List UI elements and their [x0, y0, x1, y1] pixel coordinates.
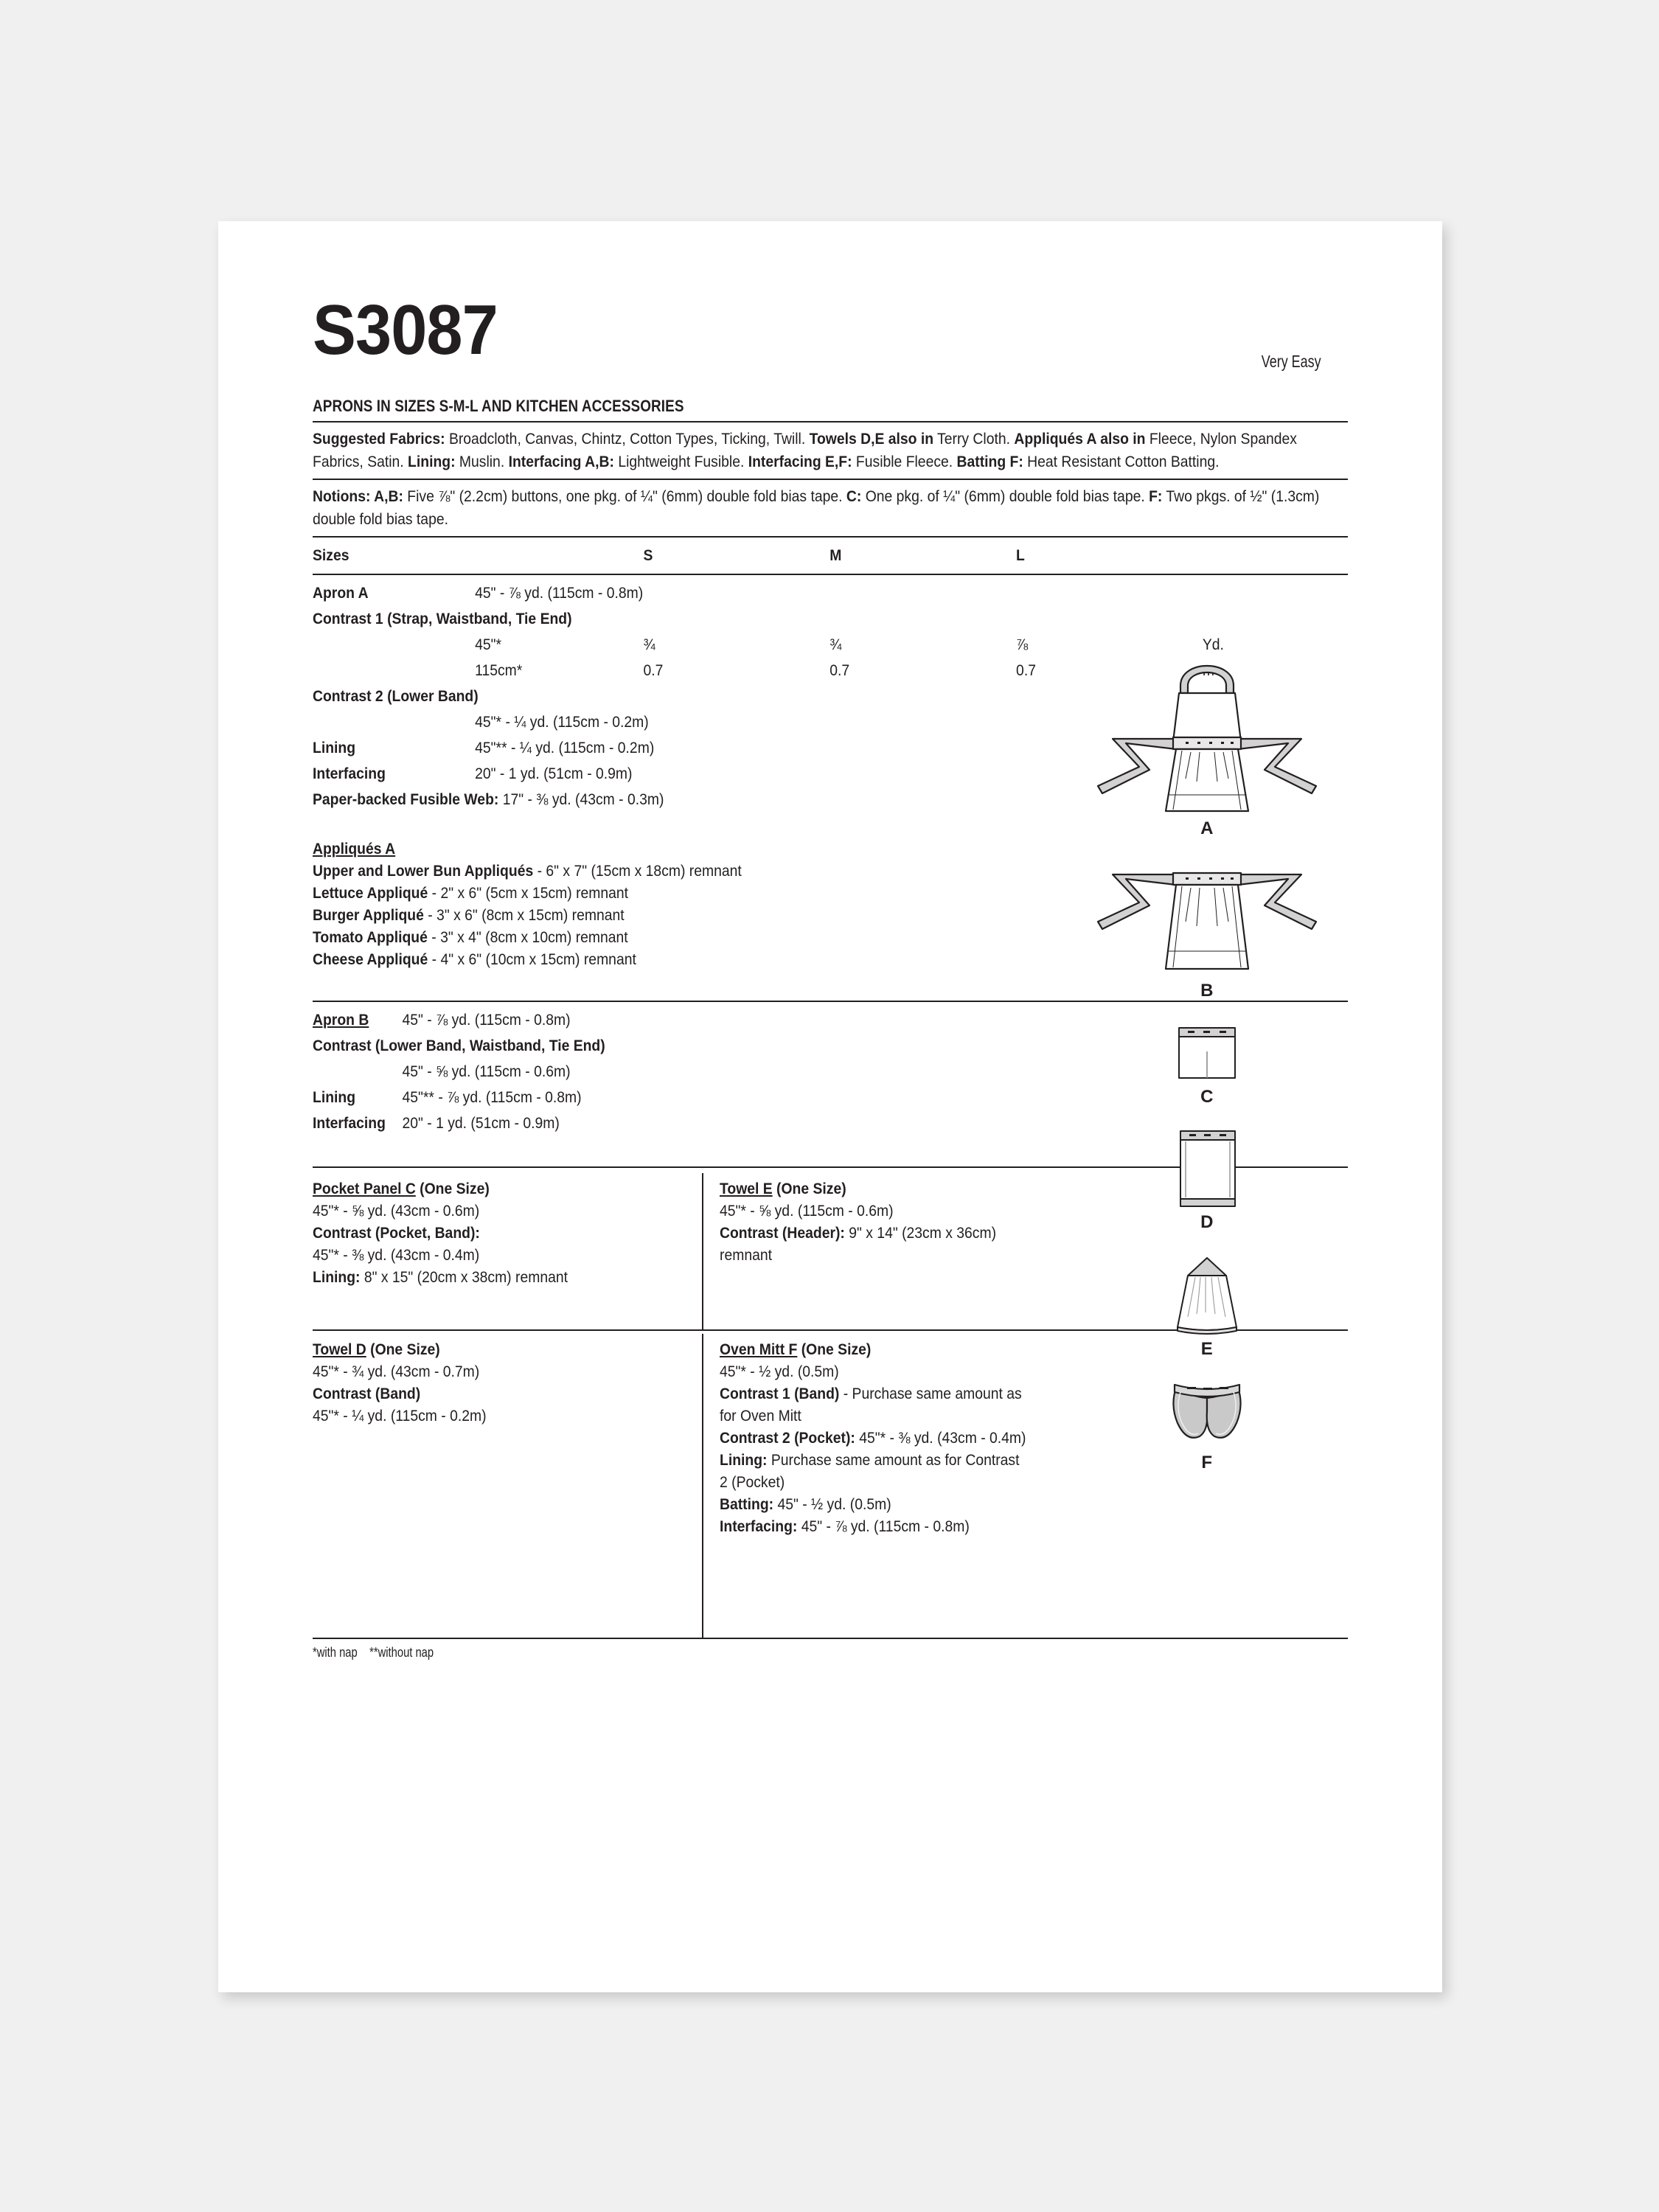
sizes-table: [313, 543, 1347, 568]
towel-e-illustration: [1085, 1256, 1329, 1360]
pocket-panel-c-line-2: [313, 1222, 685, 1244]
towel-e-contrast-value: 9" x 14" (23cm x 36cm): [844, 1224, 997, 1242]
oven-mitt-f-line-1: 45"* - ½ yd. (0.5m): [720, 1363, 839, 1380]
grid-vertical-divider-2: [702, 1334, 703, 1638]
divider-under-sizes-header: [313, 574, 1348, 575]
illustration-column: [1085, 647, 1329, 1473]
applique-label-lettuce: Lettuce Appliqué: [313, 884, 428, 902]
applique-label-cheese: Cheese Appliqué: [313, 950, 428, 968]
towel-e-contrast-label: Contrast (Header):: [720, 1224, 845, 1242]
oven-mitt-f-title-underlined: Oven Mitt F: [720, 1340, 798, 1358]
row-value-fusible-web: 17" - ⅜ yd. (43cm - 0.3m): [498, 790, 664, 808]
row-label-lining-a: Lining: [313, 739, 356, 757]
row-value-apron-a: 45" - ⅞ yd. (115cm - 0.8m): [475, 584, 644, 602]
pattern-subtitle: APRONS IN SIZES S-M-L AND KITCHEN ACCESSORIES: [313, 397, 684, 415]
notions-label: Notions:: [313, 487, 371, 505]
applique-label-tomato: Tomato Appliqué: [313, 928, 428, 946]
applique-value-tomato: - 3" x 4" (8cm x 10cm) remnant: [427, 928, 628, 946]
illustration-label-e: E: [1200, 1339, 1214, 1359]
row-heading-contrast-2: Contrast 2 (Lower Band): [313, 687, 479, 705]
oven-mitt-f-interfacing-value: 45" - ⅞ yd. (115cm - 0.8m): [797, 1517, 970, 1535]
oven-mitt-f-contrast1-label: Contrast 1 (Band): [720, 1385, 840, 1402]
row-label-blank-1: [313, 632, 475, 658]
pocket-panel-c-title-size: (One Size): [415, 1180, 490, 1197]
difficulty-label: Very Easy: [1262, 352, 1321, 371]
applique-label-burger: Burger Appliqué: [313, 906, 424, 924]
notions-c-label: C:: [846, 487, 862, 505]
oven-mitt-f-interfacing-label: Interfacing:: [720, 1517, 798, 1535]
applique-value-bun: - 6" x 7" (15cm x 18cm) remnant: [533, 862, 742, 880]
divider-above-footnote: [313, 1638, 1348, 1639]
pocket-panel-c-icon: [1096, 1026, 1318, 1085]
towel-e-icon: [1096, 1256, 1318, 1338]
notions-f-text: Two pkgs. of ½" (1.3cm) double fold bias tape.: [313, 487, 1320, 528]
oven-mitt-f-line-6: 2 (Pocket): [720, 1473, 785, 1491]
towel-d-title-underlined: Towel D: [313, 1340, 366, 1358]
towel-e-title-underlined: Towel E: [720, 1180, 773, 1197]
appliques-fabrics-text: Fleece, Nylon Spandex Fabrics, Satin.: [313, 430, 1297, 470]
pocket-panel-c-line-1: 45"* - ⅝ yd. (43cm - 0.6m): [313, 1202, 480, 1220]
pocket-panel-c-line-3: 45"* - ⅜ yd. (43cm - 0.4m): [313, 1246, 480, 1264]
interfacing-ef-text: Fusible Fleece.: [852, 453, 957, 470]
row-value-s-yd: ¾: [643, 636, 655, 653]
oven-mitt-f-lining-value: Purchase same amount as for Contrast: [767, 1451, 1020, 1469]
towel-d-line-1: 45"* - ¾ yd. (43cm - 0.7m): [313, 1363, 480, 1380]
divider-under-subtitle: [313, 421, 1348, 422]
row-value-m-yd: ¾: [830, 636, 842, 653]
oven-mitt-f-contrast1-value: - Purchase same amount as: [839, 1385, 1022, 1402]
apron-b-half-illustration: [1085, 869, 1329, 1001]
row-unit-yd: Yd.: [1202, 636, 1224, 653]
towel-d-icon: [1096, 1130, 1318, 1211]
notions-paragraph: [313, 485, 1347, 531]
column-header-sizes: Sizes: [313, 546, 349, 564]
applique-value-lettuce: - 2" x 6" (5cm x 15cm) remnant: [428, 884, 629, 902]
illustration-label-b: B: [1200, 981, 1214, 1001]
table-header-row: [313, 543, 1347, 568]
table-row: [313, 606, 1347, 632]
notions-c-text: One pkg. of ¼" (6mm) double fold bias tape.: [861, 487, 1150, 505]
oven-mitt-f-line-8: [720, 1515, 1347, 1537]
row-width-115cm: 115cm*: [475, 661, 523, 679]
notions-f-label: F:: [1149, 487, 1163, 505]
row-value-interfacing-a: 20" - 1 yd. (51cm - 0.9m): [475, 765, 633, 782]
oven-mitt-f-lining-label: Lining:: [720, 1451, 768, 1469]
row-label-interfacing-a: Interfacing: [313, 765, 386, 782]
towel-e-title-size: (One Size): [772, 1180, 846, 1197]
row-label-blank-2: [313, 658, 475, 684]
table-row: [313, 580, 1347, 606]
illustration-label-a: A: [1200, 818, 1214, 838]
suggested-fabrics-label: Suggested Fabrics:: [313, 430, 445, 448]
grid-cell-pocket-panel-c: [313, 1173, 702, 1329]
oven-mitt-f-line-7: [720, 1493, 1347, 1515]
row-value-lining-a: 45"** - ¼ yd. (115cm - 0.2m): [475, 739, 655, 757]
oven-mitt-f-line-3: for Oven Mitt: [720, 1407, 801, 1425]
row-value-m-m: 0.7: [830, 661, 850, 679]
apron-a-icon: [1096, 647, 1318, 817]
illustration-label-c: C: [1200, 1087, 1214, 1107]
towel-d-title-size: (One Size): [366, 1340, 440, 1358]
oven-mitt-f-batting-label: Batting:: [720, 1495, 774, 1513]
interfacing-ab-text: Lightweight Fusible.: [613, 453, 748, 470]
towel-e-line-1: 45"* - ⅝ yd. (115cm - 0.6m): [720, 1202, 894, 1220]
pocket-panel-c-contrast-label: Contrast (Pocket, Band):: [313, 1224, 480, 1242]
row-label-lining-b: Lining: [313, 1088, 356, 1106]
towels-fabrics-text: Terry Cloth.: [933, 430, 1015, 448]
row-width-45in: 45"*: [475, 636, 502, 653]
row-value-contrast-b: 45" - ⅝ yd. (115cm - 0.6m): [402, 1062, 571, 1080]
header: [313, 291, 1348, 392]
column-header-width: [475, 543, 643, 568]
interfacing-ef-label: Interfacing E,F:: [748, 453, 852, 470]
row-heading-contrast-1: Contrast 1 (Strap, Waistband, Tie End): [313, 610, 572, 627]
nap-footnote: *with nap **without nap: [313, 1645, 434, 1660]
pocket-panel-c-line-4: [313, 1266, 685, 1288]
oven-mitt-f-title-size: (One Size): [797, 1340, 872, 1358]
batting-f-label: Batting F:: [956, 453, 1023, 470]
pocket-panel-c-title-underlined: Pocket Panel C: [313, 1180, 416, 1197]
row-value-contrast-2: 45"* - ¼ yd. (115cm - 0.2m): [475, 713, 649, 731]
row-value-lining-b: 45"** - ⅞ yd. (115cm - 0.8m): [402, 1088, 582, 1106]
row-label-blank-3: [313, 709, 475, 735]
row-value-l-yd: ⅞: [1016, 636, 1029, 653]
pocket-panel-c-lining-value: 8" x 15" (20cm x 38cm) remnant: [360, 1268, 568, 1286]
towel-d-contrast-label: Contrast (Band): [313, 1385, 421, 1402]
column-header-s: S: [643, 546, 653, 564]
lining-fabrics-text: Muslin.: [455, 453, 509, 470]
apron-b-icon: [1096, 869, 1318, 979]
row-heading-contrast-b: Contrast (Lower Band, Waistband, Tie End): [313, 1037, 605, 1054]
notions-ab-label: A,B:: [370, 487, 403, 505]
row-value-l-m: 0.7: [1016, 661, 1036, 679]
apron-b-heading: Apron B: [313, 1011, 369, 1029]
towel-d-illustration: [1085, 1130, 1329, 1233]
divider-under-fabrics: [313, 479, 1348, 480]
row-label-apron-a: Apron A: [313, 584, 369, 602]
column-header-m: M: [830, 546, 842, 564]
appliques-fabrics-label: Appliqués A also in: [1014, 430, 1146, 448]
notions-ab-text: Five ⅞" (2.2cm) buttons, one pkg. of ¼" (6mm) double fold bias tape.: [403, 487, 846, 505]
oven-mitt-f-icon: [1096, 1380, 1318, 1451]
oven-mitt-f-contrast2-value: 45"* - ⅜ yd. (43cm - 0.4m): [855, 1429, 1026, 1447]
illustration-label-d: D: [1200, 1212, 1214, 1232]
appliques-heading: Appliqués A: [313, 840, 396, 858]
applique-label-bun: Upper and Lower Bun Appliqués: [313, 862, 534, 880]
apron-a-bib-illustration: [1085, 647, 1329, 839]
suggested-fabrics-paragraph: [313, 428, 1347, 473]
oven-mitt-f-illustration: [1085, 1380, 1329, 1473]
towel-d-title: [313, 1338, 685, 1360]
pocket-panel-c-illustration: [1085, 1026, 1329, 1107]
row-label-interfacing-b: Interfacing: [313, 1114, 386, 1132]
row-label-fusible-web: Paper-backed Fusible Web:: [313, 790, 499, 808]
column-header-l: L: [1016, 546, 1025, 564]
grid-cell-towel-d: [313, 1334, 702, 1638]
divider-under-notions: [313, 536, 1348, 538]
pattern-envelope-page: [218, 221, 1442, 1992]
towel-e-line-3: remnant: [720, 1246, 772, 1264]
towel-d-line-2: [313, 1382, 685, 1405]
interfacing-ab-label: Interfacing A,B:: [508, 453, 614, 470]
pocket-panel-c-title: [313, 1178, 685, 1200]
batting-f-text: Heat Resistant Cotton Batting.: [1023, 453, 1220, 470]
oven-mitt-f-batting-value: 45" - ½ yd. (0.5m): [773, 1495, 891, 1513]
column-header-unit: [1203, 543, 1347, 568]
towel-d-line-3: 45"* - ¼ yd. (115cm - 0.2m): [313, 1407, 487, 1425]
grid-vertical-divider: [702, 1173, 703, 1329]
pocket-panel-c-lining-label: Lining:: [313, 1268, 361, 1286]
row-value-s-m: 0.7: [643, 661, 664, 679]
lining-fabrics-label: Lining:: [408, 453, 456, 470]
oven-mitt-f-contrast2-label: Contrast 2 (Pocket):: [720, 1429, 855, 1447]
illustration-label-f: F: [1201, 1453, 1213, 1472]
suggested-fabrics-text: Broadcloth, Canvas, Chintz, Cotton Types, Ticking, Twill.: [445, 430, 810, 448]
row-label-blank-4: [313, 1059, 403, 1085]
applique-value-cheese: - 4" x 6" (10cm x 15cm) remnant: [428, 950, 636, 968]
towels-fabrics-label: Towels D,E also in: [809, 430, 934, 448]
applique-value-burger: - 3" x 6" (8cm x 15cm) remnant: [423, 906, 625, 924]
row-value-interfacing-b: 20" - 1 yd. (51cm - 0.9m): [402, 1114, 560, 1132]
row-value-apron-b: 45" - ⅞ yd. (115cm - 0.8m): [402, 1011, 571, 1029]
row-label-apron-b: [313, 1007, 403, 1033]
page-title: S3087: [313, 291, 498, 369]
